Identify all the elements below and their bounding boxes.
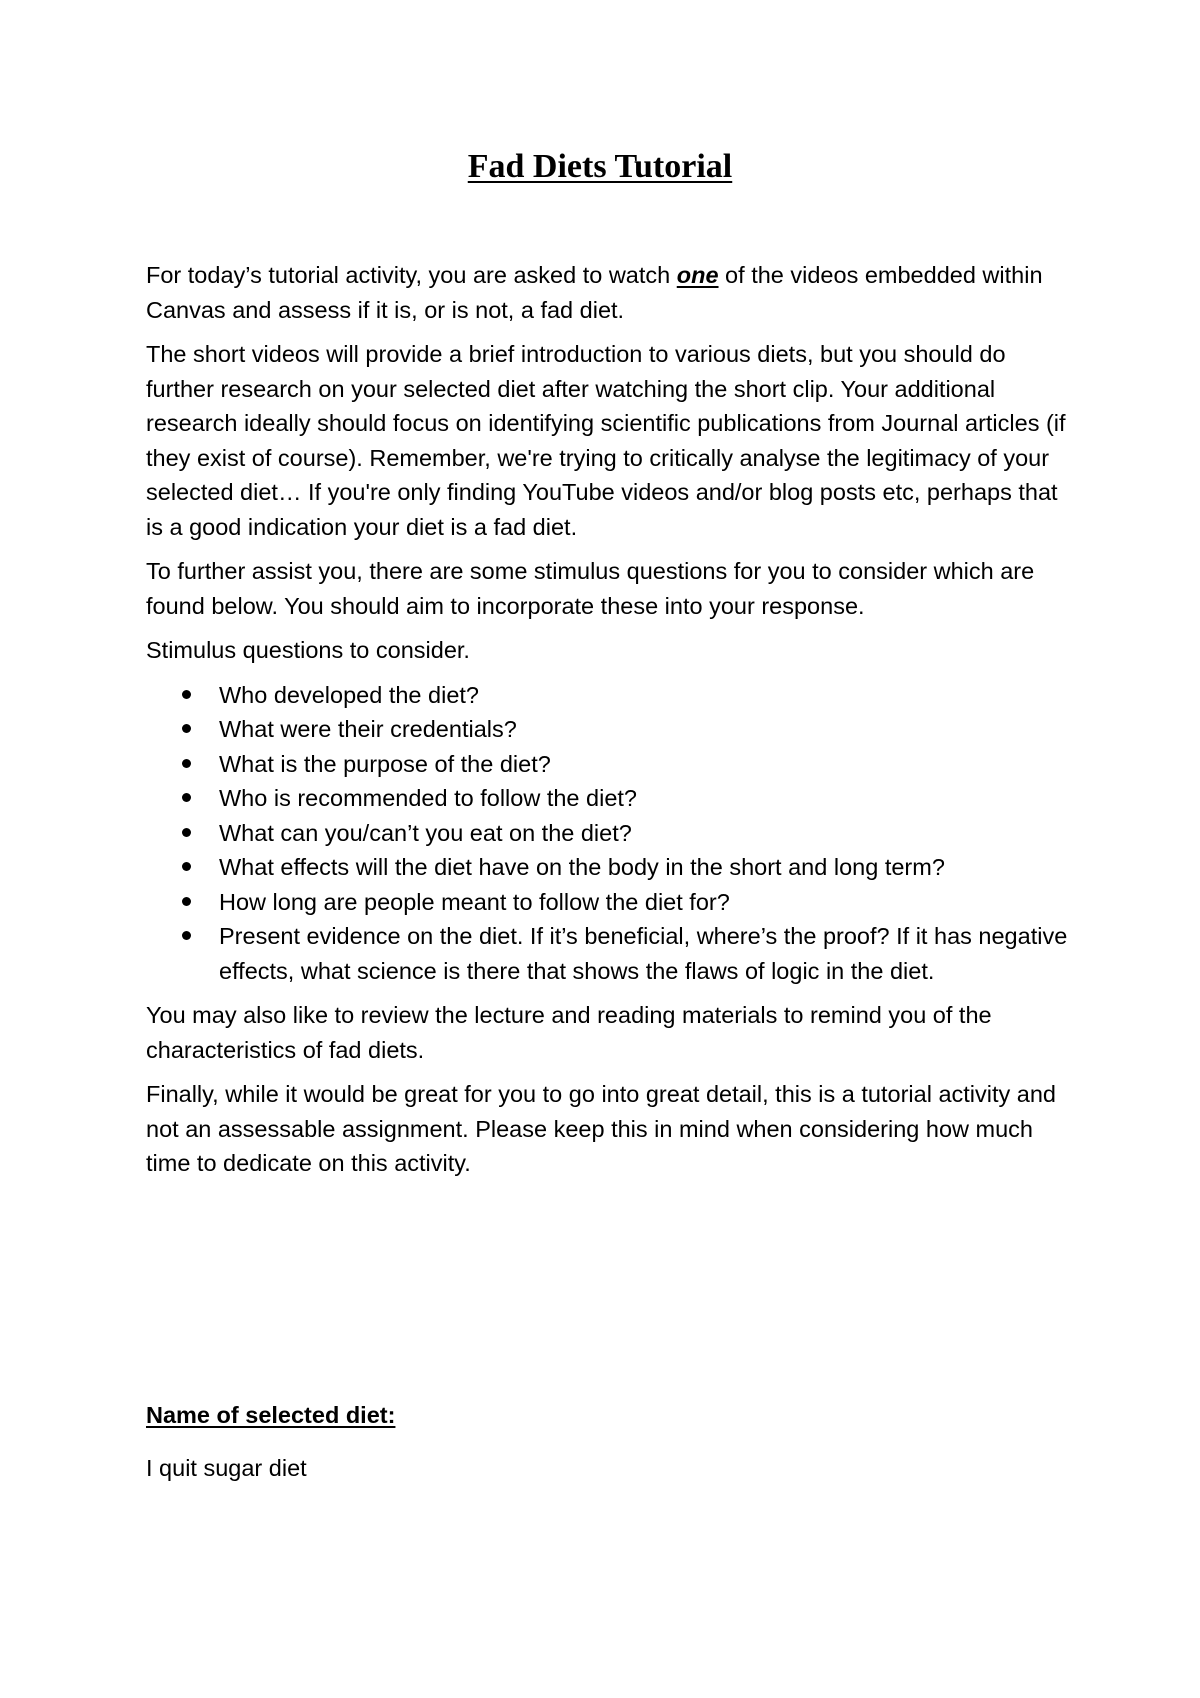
list-item [146, 850, 1076, 885]
question-text: Who developed the diet? [219, 681, 479, 708]
list-item [146, 712, 1076, 747]
document-title-text: Fad Diets Tutorial [467, 148, 733, 185]
bullet-icon [182, 690, 191, 699]
selected-diet-label: Name of selected diet: [146, 1402, 396, 1428]
bullet-icon [182, 828, 191, 837]
document-body [146, 258, 1076, 1191]
question-text: How long are people meant to follow the diet for? [219, 888, 730, 915]
intro-text-end: of the videos embedded within Canvas and assess if it is, or is not, a fad diet. [146, 262, 1043, 323]
intro-text-start: For today’s tutorial activity, you are asked to watch [146, 262, 677, 288]
list-item [146, 781, 1076, 816]
finally-paragraph: Finally, while it would be great for you to go into great detail, this is a tutorial activity and not an assessable assignment. Please keep this in mind when considering how much time to dedicate on this activity. [146, 1081, 1057, 1176]
research-paragraph: The short videos will provide a brief introduction to various diets, but you should do further research on your selected diet after watching the short clip. Your additional research ideally should focus on identifying scientific publications from Journal articles (if they exist of course). Remember, we're trying to critically analyse the legitimacy of your selected diet… If you're only finding YouTube videos and/or blog posts etc, perhaps that is a good indication your diet is a fad diet. [146, 341, 1066, 540]
bullet-icon [182, 793, 191, 802]
question-text: Who is recommended to follow the diet? [219, 785, 637, 811]
list-item [146, 678, 1076, 713]
questions-heading: Stimulus questions to consider. [146, 637, 470, 663]
review-paragraph: You may also like to review the lecture and reading materials to remind you of the characteristics of fad diets. [146, 1002, 992, 1063]
assist-paragraph: To further assist you, there are some stimulus questions for you to consider which are found below. You should aim to incorporate these into your response. [146, 558, 1035, 619]
bullet-icon [182, 931, 191, 940]
question-text: What were their credentials? [219, 716, 517, 742]
question-text: What effects will the diet have on the body in the short and long term? [219, 854, 945, 880]
document-title [0, 146, 1200, 188]
bullet-icon [182, 897, 191, 906]
list-item [146, 747, 1076, 782]
question-text: What can you/can’t you eat on the diet? [219, 819, 632, 846]
bullet-icon [182, 862, 191, 871]
intro-emphasis: one [676, 262, 719, 288]
bullet-icon [182, 724, 191, 733]
list-item [146, 885, 1076, 920]
question-text: Present evidence on the diet. If it’s beneficial, where’s the proof? If it has negative effects, what science is there that shows the flaws of logic in the diet. [219, 923, 1068, 984]
question-text: What is the purpose of the diet? [219, 750, 551, 777]
intro-paragraph [146, 258, 1076, 327]
questions-list [146, 678, 1076, 989]
selected-diet-value: I quit sugar diet [146, 1455, 307, 1481]
list-item [146, 919, 1076, 988]
list-item [146, 816, 1076, 851]
bullet-icon [182, 759, 191, 768]
